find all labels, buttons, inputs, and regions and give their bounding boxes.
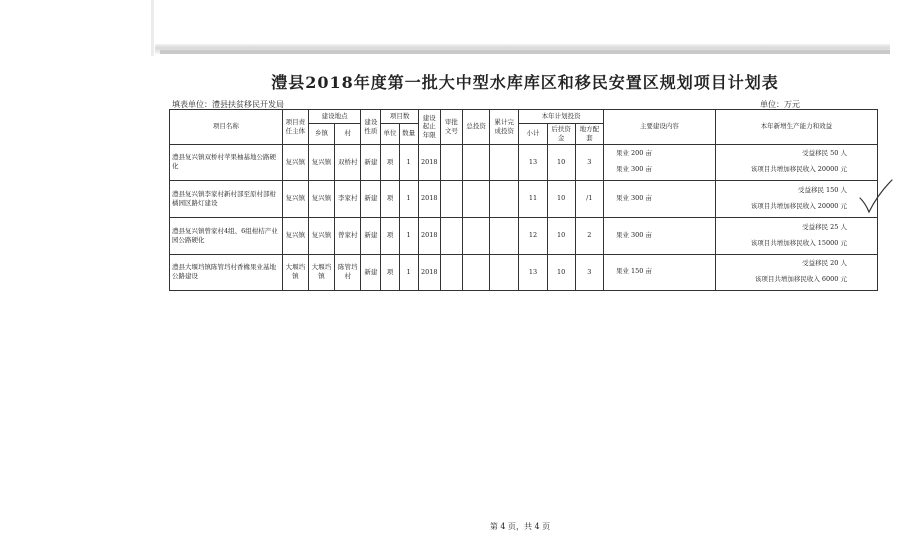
- cell-content: 果业 150 亩: [603, 254, 715, 290]
- header-township: 乡镇: [308, 124, 334, 145]
- cell-unit: 项: [381, 144, 399, 180]
- cell-completed: [490, 180, 519, 217]
- project-plan-table: [169, 109, 878, 291]
- header-completed-investment: 累计完成投资: [490, 110, 519, 145]
- cell-total: [462, 254, 489, 290]
- header-main-content: 主要建设内容: [603, 110, 715, 145]
- cell-project-name: 澧县大堰垱镇陈管垱村香橼果业基地公路建设: [170, 254, 283, 290]
- cell-unit: 项: [381, 254, 399, 290]
- cell-year: 2018: [418, 144, 440, 180]
- cell-township: 复兴镇: [308, 180, 334, 217]
- cell-count: 1: [399, 180, 418, 217]
- cell-subtotal: 13: [519, 144, 547, 180]
- cell-count: 1: [399, 254, 418, 290]
- cell-support: 10: [547, 254, 575, 290]
- header-local-match: 地方配套: [575, 124, 603, 145]
- header-project-name: 项目名称: [170, 110, 283, 145]
- cell-approval: [440, 217, 462, 254]
- cell-responsible: 大堰垱镇: [282, 254, 308, 290]
- cell-nature: 新建: [361, 144, 381, 180]
- header-support-fund: 后扶资金: [547, 124, 575, 145]
- cell-approval: [440, 144, 462, 180]
- cell-content: 果业 200 亩 果业 300 亩: [603, 144, 715, 180]
- cell-township: 复兴镇: [308, 217, 334, 254]
- cell-responsible: 复兴镇: [282, 144, 308, 180]
- scan-edge-left: [151, 0, 154, 56]
- cell-year: 2018: [418, 217, 440, 254]
- cell-subtotal: 11: [519, 180, 547, 217]
- table-row: [170, 144, 878, 180]
- cell-year: 2018: [418, 254, 440, 290]
- cell-year: 2018: [418, 180, 440, 217]
- currency-unit: 单位：万元: [760, 100, 800, 109]
- cell-subtotal: 13: [519, 254, 547, 290]
- page-title: 澧县2018年度第一批大中型水库库区和移民安置区规划项目计划表: [271, 73, 779, 92]
- cell-completed: [490, 217, 519, 254]
- cell-local: 3: [575, 254, 603, 290]
- cell-village: 陈管垱村: [335, 254, 361, 290]
- header-quantity: 项目数: [381, 110, 418, 124]
- header-capacity: 本年新增生产能力和效益: [715, 110, 877, 145]
- cell-unit: 项: [381, 217, 399, 254]
- page-footer: 第 4 页，共 4 页: [489, 522, 551, 531]
- table-row: [170, 180, 878, 217]
- cell-total: [462, 180, 489, 217]
- filler-unit: 填表单位：澧县扶贫移民开发局: [172, 100, 284, 109]
- cell-count: 1: [399, 217, 418, 254]
- header-nature: 建设性质: [361, 110, 381, 145]
- cell-local: 3: [575, 144, 603, 180]
- cell-project-name: 澧县复兴镇双桥村苹果柚基地公路硬化: [170, 144, 283, 180]
- cell-project-name: 澧县复兴镇曾家村4组、6组柑桔产业园公路硬化: [170, 217, 283, 254]
- header-location: 建设地点: [308, 110, 360, 124]
- cell-local: 2: [575, 217, 603, 254]
- cell-subtotal: 12: [519, 217, 547, 254]
- cell-completed: [490, 254, 519, 290]
- header-subtotal: 小计: [519, 124, 547, 145]
- table-row: [170, 217, 878, 254]
- handwritten-check-icon: [858, 178, 894, 214]
- table-row: [170, 254, 878, 290]
- cell-village: 双桥村: [335, 144, 361, 180]
- header-approval: 审批文号: [440, 110, 462, 145]
- cell-benefit: 受益移民 25 人 该项目共增加移民收入 15000 元: [715, 217, 877, 254]
- header-village: 村: [335, 124, 361, 145]
- cell-nature: 新建: [361, 254, 381, 290]
- cell-village: 曾家村: [335, 217, 361, 254]
- scan-edge-line: [160, 50, 890, 54]
- header-count: 数量: [399, 124, 418, 145]
- header-annual-plan: 本年计划投资: [519, 110, 604, 124]
- cell-approval: [440, 180, 462, 217]
- cell-responsible: 复兴镇: [282, 217, 308, 254]
- cell-nature: 新建: [361, 180, 381, 217]
- cell-total: [462, 144, 489, 180]
- cell-support: 10: [547, 217, 575, 254]
- cell-content: 果业 300 亩: [603, 180, 715, 217]
- cell-benefit: 受益移民 20 人 该项目共增加移民收入 6000 元: [715, 254, 877, 290]
- header-unit: 单位: [381, 124, 399, 145]
- header-start-year: 建设起止年限: [418, 110, 440, 145]
- cell-local: /1: [575, 180, 603, 217]
- cell-support: 10: [547, 180, 575, 217]
- cell-total: [462, 217, 489, 254]
- cell-responsible: 复兴镇: [282, 180, 308, 217]
- cell-count: 1: [399, 144, 418, 180]
- cell-unit: 项: [381, 180, 399, 217]
- cell-support: 10: [547, 144, 575, 180]
- header-total-investment: 总投资: [462, 110, 489, 145]
- cell-township: 复兴镇: [308, 144, 334, 180]
- cell-content: 果业 300 亩: [603, 217, 715, 254]
- cell-nature: 新建: [361, 217, 381, 254]
- cell-village: 李家村: [335, 180, 361, 217]
- cell-completed: [490, 144, 519, 180]
- cell-township: 大堰垱镇: [308, 254, 334, 290]
- cell-benefit: 受益移民 50 人 该项目共增加移民收入 20000 元: [715, 144, 877, 180]
- cell-benefit: 受益移民 150 人 该项目共增加移民收入 20000 元: [715, 180, 877, 217]
- cell-approval: [440, 254, 462, 290]
- header-responsible: 项目责任主体: [282, 110, 308, 145]
- cell-project-name: 澧县复兴镇李家村新村部至原村部柑橘园区路灯建设: [170, 180, 283, 217]
